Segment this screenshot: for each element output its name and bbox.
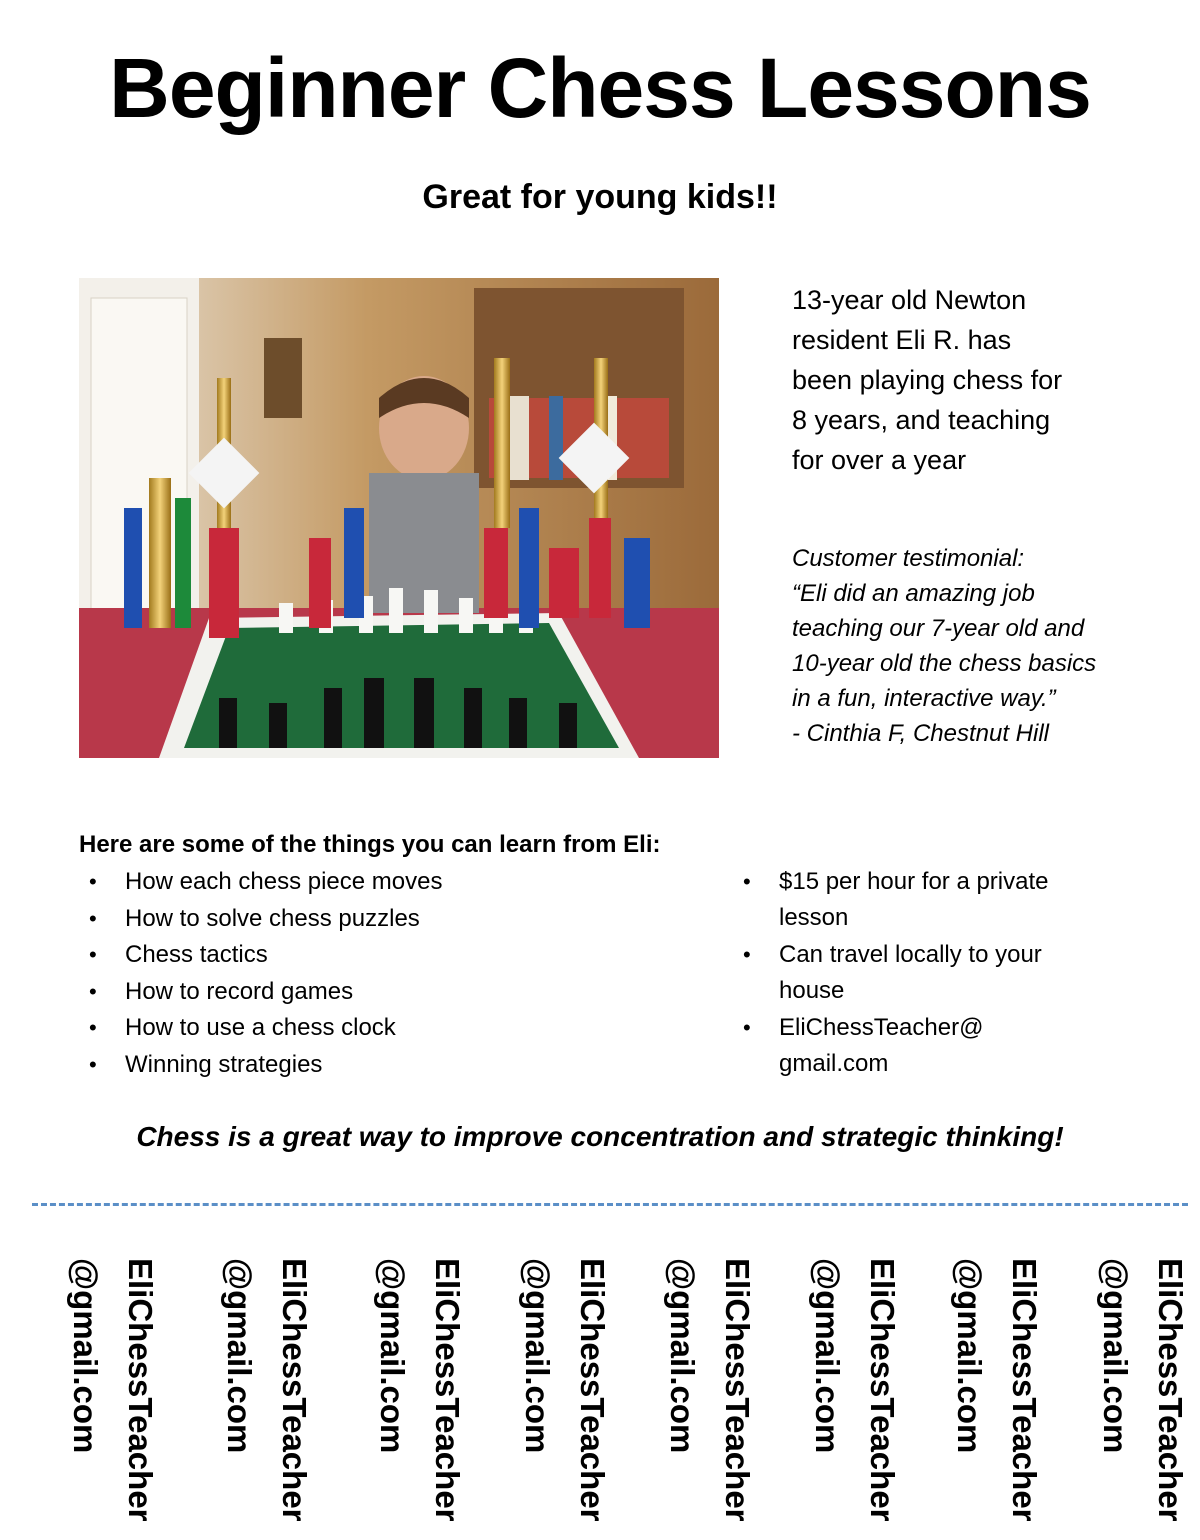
list-item-text: How to solve chess puzzles (125, 904, 420, 932)
list-item (89, 1010, 442, 1047)
trophy-photo (79, 278, 719, 758)
tab-line-2: @gmail.com (374, 1258, 411, 1454)
tab-line-1: EliChessTeacher (1006, 1258, 1043, 1522)
testimonial-line: “Eli did an amazing job (792, 580, 1035, 607)
tab-line-1: EliChessTeacher (864, 1258, 901, 1522)
bio-line: 13-year old Newton (792, 285, 1027, 315)
learn-list (89, 864, 443, 1083)
tear-off-tab[interactable] (922, 1258, 1052, 1538)
email-line: EliChessTeacher@ (779, 1014, 984, 1041)
travel-line: house (779, 977, 845, 1004)
travel-item (743, 937, 1109, 1009)
list-item (89, 974, 442, 1011)
price-line: lesson (779, 904, 849, 931)
email-item (743, 1010, 1109, 1082)
tab-line-2: @gmail.com (664, 1258, 701, 1454)
bio-line: been playing chess for (792, 365, 1063, 395)
list-item (89, 864, 443, 901)
bullet-icon: • (89, 942, 97, 967)
tab-line-1: EliChessTeacher (276, 1258, 313, 1522)
list-item (89, 1047, 442, 1084)
tab-line-1: EliChessTeacher (1152, 1258, 1189, 1522)
page-subtitle: Great for young kids!! (422, 178, 778, 216)
bullet-icon: • (743, 1015, 751, 1040)
tab-line-1: EliChessTeacher (429, 1258, 466, 1522)
tear-off-tab[interactable] (192, 1258, 322, 1538)
list-item-text: Winning strategies (125, 1050, 323, 1078)
bio-line: resident Eli R. has (792, 325, 1012, 355)
bullet-icon: • (89, 1015, 97, 1040)
trophy-photo-illustration (79, 278, 719, 758)
testimonial-line: 10-year old the chess basics (792, 650, 1097, 677)
list-item (89, 901, 442, 938)
bullet-icon: • (89, 978, 97, 1004)
bullet-icon: • (89, 1051, 97, 1077)
list-item-text: How to record games (125, 977, 354, 1005)
tear-off-tab[interactable] (780, 1258, 910, 1538)
tab-line-2: @gmail.com (1097, 1258, 1134, 1454)
email-line: gmail.com (779, 1050, 889, 1077)
tab-line-2: @gmail.com (809, 1258, 846, 1454)
bullet-icon: • (743, 869, 751, 894)
bullet-icon: • (89, 869, 97, 894)
price-item (743, 864, 1109, 936)
learn-heading: Here are some of the things you can learn from Eli: (79, 831, 661, 858)
tear-off-tab[interactable] (490, 1258, 620, 1538)
page-title: Beginner Chess Lessons (109, 41, 1091, 135)
list-item-text: How each chess piece moves (125, 868, 443, 895)
tab-line-1: EliChessTeacher (122, 1258, 159, 1522)
tab-line-2: @gmail.com (67, 1258, 104, 1454)
list-item-text: How to use a chess clock (125, 1014, 396, 1041)
tab-line-1: EliChessTeacher (719, 1258, 756, 1522)
travel-line: Can travel locally to your (779, 941, 1042, 968)
cut-line-divider (32, 1203, 1188, 1206)
testimonial-heading: Customer testimonial: (792, 545, 1025, 572)
tear-off-tab[interactable] (38, 1258, 168, 1538)
tab-line-2: @gmail.com (221, 1258, 258, 1454)
bullet-icon: • (89, 905, 97, 931)
bio-line: for over a year (792, 445, 967, 475)
tab-line-1: EliChessTeacher (574, 1258, 611, 1522)
testimonial-line: in a fun, interactive way.” (792, 685, 1056, 712)
tear-off-tab[interactable] (345, 1258, 475, 1538)
bullet-icon: • (743, 942, 751, 967)
bio-text (792, 280, 1172, 480)
tear-off-tab[interactable] (1068, 1258, 1198, 1538)
bio-line: 8 years, and teaching (792, 405, 1051, 435)
tear-off-tab[interactable] (635, 1258, 765, 1538)
price-line: $15 per hour for a private (779, 868, 1049, 895)
tagline: Chess is a great way to improve concentration and strategic thinking! (136, 1121, 1064, 1152)
testimonial-line: teaching our 7-year old and (792, 615, 1085, 642)
tab-line-2: @gmail.com (951, 1258, 988, 1454)
list-item (89, 937, 442, 974)
info-list (743, 864, 1109, 1083)
customer-testimonial (792, 541, 1192, 751)
testimonial-author: - Cinthia F, Chestnut Hill (792, 720, 1049, 747)
list-item-text: Chess tactics (125, 941, 268, 968)
tab-line-2: @gmail.com (519, 1258, 556, 1454)
